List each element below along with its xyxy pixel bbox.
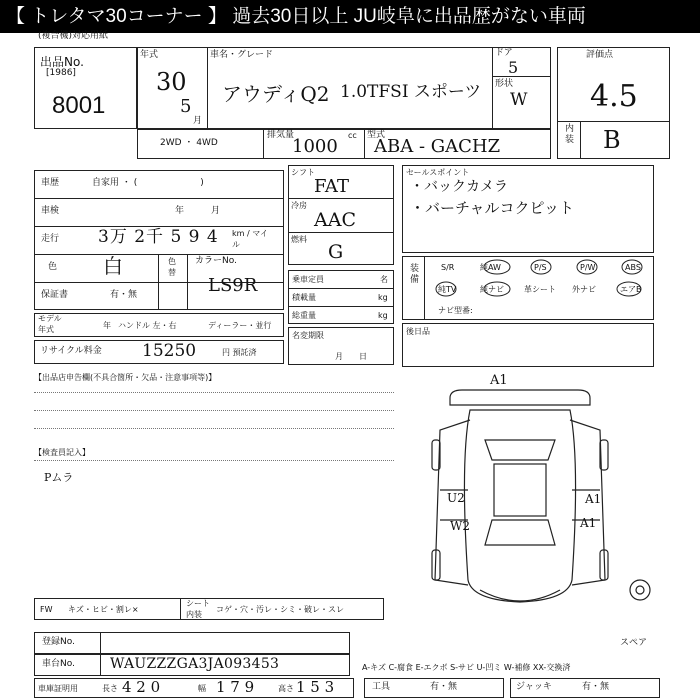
corner-banner: 【 トレタマ30コーナー 】 過去30日以上 JU岐阜に出品歴がない車両: [0, 0, 700, 33]
shape-label: 形状: [495, 79, 514, 89]
equip-ext-navi: 外ナビ: [572, 285, 596, 294]
equip-sr: S/R: [441, 263, 455, 272]
equip-airbag: エアB: [620, 285, 642, 294]
inspector-note: Pムラ: [44, 471, 74, 484]
length-value: 4 2 0: [122, 678, 161, 696]
width-value: 1 7 9: [216, 678, 255, 696]
equip-ps: P/S: [534, 263, 547, 272]
equip-tv: 純TV: [438, 285, 457, 294]
displacement-unit: cc: [348, 131, 357, 140]
recycle-label: リサイクル料金: [40, 346, 102, 356]
inspector-label: 【検査員記入】: [34, 448, 90, 457]
equip-navi: 純ナビ: [480, 285, 504, 294]
mileage-label: 走行: [41, 234, 60, 244]
color-code-label: カラーNo.: [195, 256, 237, 266]
equipment-circles: [424, 256, 654, 320]
name-change-unit: 月 日: [335, 352, 367, 361]
history-label: 車歴: [41, 178, 60, 188]
handle-label: ハンドル 左・右: [118, 321, 177, 330]
registration-label: 登録No.: [42, 637, 75, 647]
equipment-label: 装備: [410, 264, 420, 285]
year-value: 30: [156, 68, 187, 96]
total-weight-label: 総重量: [292, 311, 316, 320]
history-value: 自家用 ・ ( ): [92, 178, 204, 188]
chassis-label: 車台No.: [42, 659, 75, 669]
total-weight-unit: kg: [378, 311, 388, 320]
jack-label: ジャッキ: [516, 682, 552, 692]
name-change-label: 名変期限: [292, 331, 324, 340]
color-change-label: 色替: [168, 257, 176, 277]
damage-mark-left-upper: U2: [447, 491, 465, 505]
sales-points-label: セールスポイント: [406, 168, 470, 177]
interior-label: 内装: [565, 124, 575, 145]
load-unit: kg: [378, 293, 388, 302]
equip-pw: P/W: [580, 263, 596, 272]
interior-score: B: [603, 126, 621, 154]
fw-label: FW: [40, 605, 53, 614]
displacement-value: 1000: [292, 136, 338, 157]
tools-label: 工具: [372, 682, 391, 692]
damage-mark-right-lower: A1: [580, 516, 597, 530]
lot-number: 8001: [52, 92, 106, 119]
month-unit: 月: [193, 116, 203, 126]
capacity-label: 乗車定員: [292, 275, 324, 284]
chassis-value: WAUZZZGA3JA093453: [110, 656, 280, 672]
dealer-label: ディーラー・並行: [208, 321, 272, 330]
model-year-label: モデル年式: [38, 314, 62, 334]
color-code: LS9R: [208, 275, 258, 296]
score-label: 評価点: [586, 50, 614, 60]
damage-legend: A-キズ C-腐食 E-エクボ S-サビ U-凹ミ W-補修 XX-交換済: [362, 663, 571, 672]
inspection-value: 年 月: [175, 206, 221, 216]
sales-point-2: ・バーチャルコクピット: [410, 199, 574, 217]
garage-cert-label: 車庫証明用: [38, 684, 78, 693]
warranty-label: 保証書: [41, 290, 69, 300]
seat-items: コゲ・穴・汚レ・シミ・破レ・スレ: [216, 605, 344, 614]
color-label: 色: [48, 262, 58, 272]
fuel-value: G: [328, 241, 344, 263]
width-label: 幅: [198, 684, 206, 693]
ac-value: AAC: [314, 209, 356, 231]
damage-mark-right-upper: A1: [585, 492, 602, 506]
after-items-label: 後日品: [406, 327, 430, 336]
model-label: 型式: [367, 130, 386, 140]
fw-items: キズ・ヒビ・割レ×: [68, 605, 139, 614]
recycle-unit: 円 預託済: [222, 348, 257, 357]
car-grade: 1.0TFSI スポーツ: [340, 82, 482, 102]
registration-row: [34, 632, 350, 654]
mileage-unit: km / マイル: [232, 229, 269, 249]
equip-abs: ABS: [625, 263, 641, 272]
inspection-label: 車検: [41, 206, 60, 216]
displacement-label: 排気量: [267, 130, 295, 140]
spare-label: スペア: [620, 638, 648, 648]
warranty-value: 有・無: [110, 290, 138, 300]
after-items-box: [402, 323, 654, 367]
doors-label: ドア: [495, 48, 513, 58]
fuel-label: 燃料: [291, 235, 307, 244]
year-label: 年式: [140, 50, 159, 60]
car-name: アウディQ2: [222, 82, 330, 106]
ac-label: 冷房: [291, 201, 307, 210]
lot-label: 出品No.: [40, 55, 84, 69]
mileage-value: 3万 2千 5 9 4: [98, 227, 219, 247]
seller-notes-label: 【出品店申告欄(不具合箇所・欠品・注意事項等)】: [34, 373, 217, 382]
jack-value: 有・無: [582, 682, 610, 692]
height-value: 1 5 3: [296, 678, 335, 696]
capacity-unit: 名: [380, 275, 388, 284]
color-value: 白: [103, 254, 123, 278]
shift-label: シフト: [291, 168, 315, 177]
shape-value: W: [510, 90, 528, 110]
seat-label: シート内装: [186, 599, 210, 619]
doors-value: 5: [508, 58, 519, 77]
month-value: 5: [180, 96, 192, 117]
shift-value: FAT: [314, 176, 349, 197]
navi-model-label: ナビ型番:: [438, 306, 473, 315]
model-code: ABA - GACHZ: [374, 136, 501, 157]
model-year-value: 年: [103, 321, 111, 330]
car-name-label: 車名・グレード: [210, 50, 274, 60]
equip-aw: 純AW: [480, 263, 501, 272]
recycle-value: 15250: [142, 341, 197, 361]
damage-mark-left-lower: W2: [450, 519, 470, 533]
score-value: 4.5: [590, 79, 638, 114]
form-type-note: (複合機)対応用紙: [38, 31, 109, 41]
height-label: 高さ: [278, 684, 294, 693]
equip-leather: 革シート: [524, 285, 556, 294]
lot-code: [1986]: [46, 68, 76, 78]
sales-point-1: ・バックカメラ: [410, 179, 508, 195]
drive-label: 2WD ・ 4WD: [160, 138, 218, 148]
length-label: 長さ: [102, 684, 118, 693]
damage-mark-top: A1: [490, 373, 508, 388]
tools-value: 有・無: [430, 682, 458, 692]
load-label: 積載量: [292, 293, 316, 302]
